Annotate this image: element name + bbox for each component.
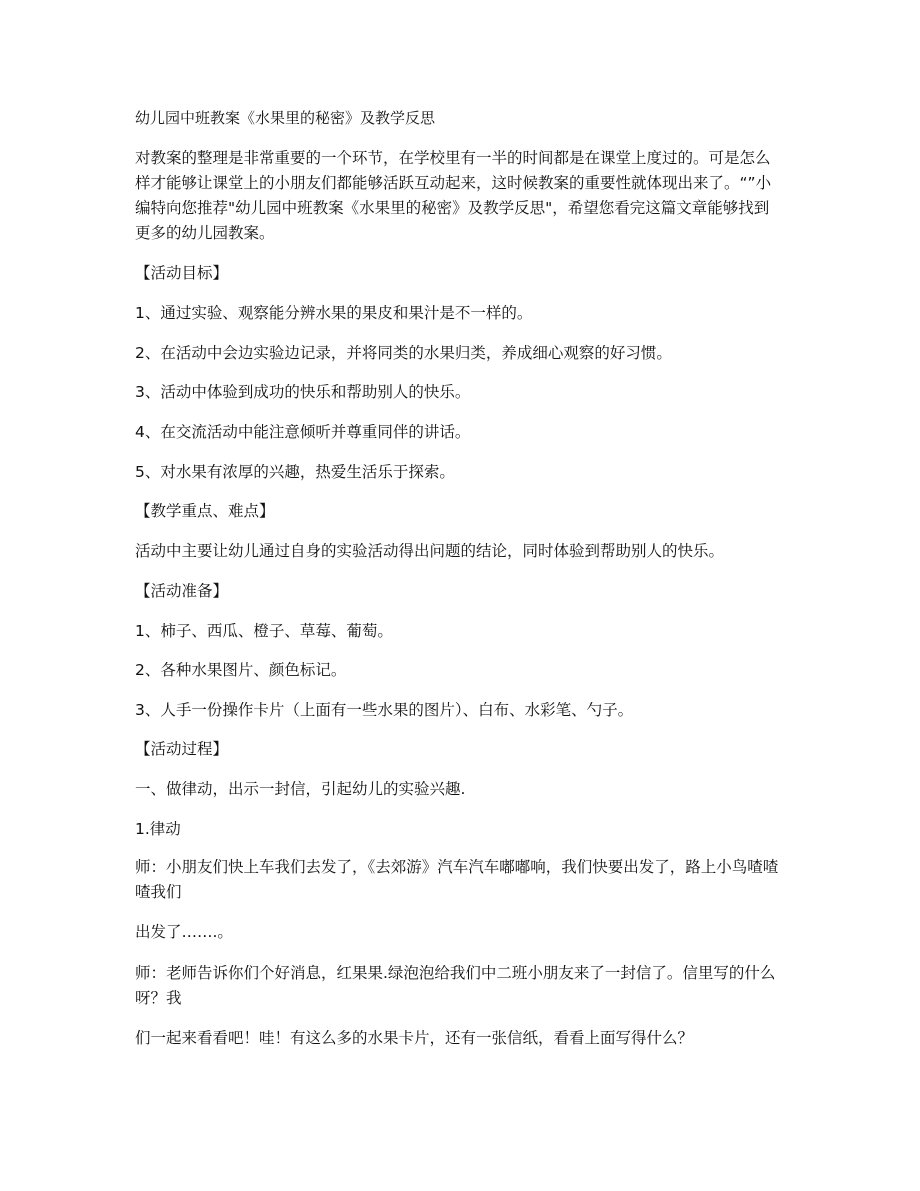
goal-item: 2、在活动中会边实验边记录，并将同类的水果归类，养成细心观察的好习惯。 xyxy=(135,344,672,362)
process-step: 一、做律动，出示一封信，引起幼儿的实验兴趣. xyxy=(135,780,466,798)
teacher-line-cont: 出发了…….。 xyxy=(135,923,233,941)
teacher-line-cont: 们一起来看看吧！哇！有这么多的水果卡片，还有一张信纸，看看上面写得什么？ xyxy=(135,1029,694,1047)
key-text: 活动中主要让幼儿通过自身的实验活动得出问题的结论，同时体验到帮助别人的快乐。 xyxy=(135,542,725,560)
document-title: 幼儿园中班教案《水果里的秘密》及教学反思 xyxy=(135,109,436,127)
goal-item: 3、活动中体验到成功的快乐和帮助别人的快乐。 xyxy=(135,383,471,401)
prep-item: 3、人手一份操作卡片（上面有一些水果的图片）、白布、水彩笔、勺子。 xyxy=(135,701,634,719)
process-sub: 1.律动 xyxy=(135,820,181,838)
teacher-line: 师：小朋友们快上车我们去发了，《去郊游》汽车汽车嘟嘟响，我们快要出发了，路上小鸟喳喳喳我们 xyxy=(135,858,779,901)
process-heading: 【活动过程】 xyxy=(135,740,229,758)
prep-item: 2、各种水果图片、颜色标记。 xyxy=(135,661,347,679)
prep-item: 1、柿子、西瓜、橙子、草莓、葡萄。 xyxy=(135,622,393,640)
goals-heading: 【活动目标】 xyxy=(135,264,229,282)
goal-item: 5、对水果有浓厚的兴趣，热爱生活乐于探索。 xyxy=(135,463,455,481)
teacher-line: 师：老师告诉你们个好消息，红果果.绿泡泡给我们中二班小朋友来了一封信了。信里写的什么呀？我 xyxy=(135,964,776,1007)
goal-item: 4、在交流活动中能注意倾听并尊重同伴的讲话。 xyxy=(135,423,471,441)
prep-heading: 【活动准备】 xyxy=(135,582,229,600)
key-heading: 【教学重点、难点】 xyxy=(135,502,275,520)
intro-paragraph: 对教案的整理是非常重要的一个环节，在学校里有一半的时间都是在课堂上度过的。可是怎么样才能够让课堂上的小朋友们都能够活跃互动起来，这时候教案的重要性就体现出来了。“”小编特向您推荐"幼儿园中班教案《水果里的秘密》及教学反思"，希望您看完这篇文章能够找到更多的幼儿园教案。 xyxy=(135,149,772,242)
goal-item: 1、通过实验、观察能分辨水果的果皮和果汁是不一样的。 xyxy=(135,304,533,322)
